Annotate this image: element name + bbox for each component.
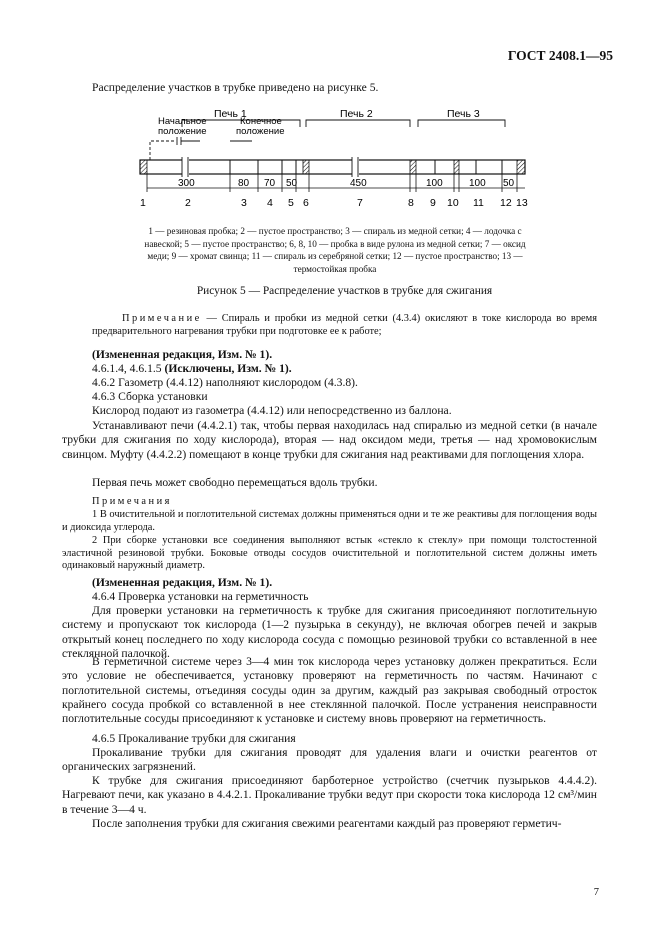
start-position-line1: Начальное: [158, 116, 207, 127]
dimension-300: 300: [178, 178, 195, 189]
note-1-label: Примечание: [122, 313, 202, 324]
furnace-3-label: Печь 3: [447, 108, 480, 120]
document-code: ГОСТ 2408.1—95: [507, 48, 613, 63]
part-4: 4: [267, 197, 273, 209]
dimension-80: 80: [238, 178, 250, 189]
part-5: 5: [288, 197, 294, 209]
furnace-installation-text: Устанавливают печи (4.4.2.1) так, чтобы первая находилась над спиралью из медной сетки (в начале трубки для сжигания по ходу кислорода), вторая — над оксидом меди, третья — над хромовокислым свинцом. Муфту (4.4.2.2) помещают в конце трубки для сжигания над реактивами для поглощения хлора.: [62, 419, 597, 461]
dimension-50a: 50: [286, 178, 298, 189]
part-1: 1: [140, 197, 146, 209]
part-8: 8: [408, 197, 414, 209]
part-12: 12: [500, 197, 512, 209]
note-1-text: — Спираль и пробки из медной сетки (4.3.4) окисляют в токе кислорода во время предварительного нагревания трубки при подготовке ее к работе;: [92, 313, 597, 337]
first-furnace-text: Первая печь может свободно перемещаться вдоль трубки.: [92, 476, 378, 489]
part-3: 3: [241, 197, 247, 209]
dimension-50b: 50: [503, 178, 515, 189]
leak-check-text: Для проверки установки на герметичность к трубке для сжигания присоединяют поглотительную систему и пропускают ток кислорода (1—2 пузырька в секунду), не включая обогрев печей и закрыв открытый конец последнего по ходу кислорода сосуда с помощью резиновой трубки со вставленной в нее стеклянной палочкой.: [62, 604, 597, 660]
changed-edition-1: (Измененная редакция, Изм. № 1).: [92, 348, 273, 361]
tube-diagram: [120, 100, 540, 220]
after-filling-text: После заполнения трубки для сжигания свежими реагентами каждый раз проверяют герметич-: [92, 817, 562, 830]
dimension-450: 450: [350, 178, 367, 189]
dimension-100b: 100: [469, 178, 486, 189]
intro-text: Распределение участков в трубке приведено на рисунке 5.: [92, 81, 379, 94]
note-item-2: 2 При сборке установки все соединения выполняют встык «стекло к стеклу» при помощи толстостенной эластичной резиновой трубки. Боковые отводы сосудов очистительной и поглотительной систем должны иметь одинаковый наружный диаметр.: [62, 535, 597, 572]
dimension-100a: 100: [426, 178, 443, 189]
legend-line: 1 — резиновая пробка; 2 — пустое пространство; 3 — спираль из медной сетки; 4 — лодочка с: [148, 226, 522, 236]
hermetic-system-text: В герметичной системе через 3—4 мин ток кислорода через установку должен прекратиться. Если это условие не обеспечивается, установку проверяют на герметичность по частям. Начинают с поглотительной системы, отъединяя сосуды один за другим, каждый раз закрывая свободный отросток крайнего сосуда пробкой со вставленной в нее стеклянной палочкой. После устранения неисправности поглотительные сосуды присоединяют к установке и систему вновь проверяют на герметичность.: [62, 655, 597, 726]
changed-edition-2: (Измененная редакция, Изм. № 1).: [92, 576, 273, 589]
part-7: 7: [357, 197, 363, 209]
oxygen-supply-text: Кислород подают из газометра (4.4.12) или непосредственно из баллона.: [92, 404, 452, 417]
legend-line: меди; 9 — хромат свинца; 11 — спираль из серебряной сетки; 12 — пустое пространство; 13 —: [147, 251, 523, 262]
legend-line: навеской; 5 — пустое пространство; 6, 8, 10 — пробка в виде рулона из медной сетки; 7 — оксид: [144, 238, 526, 249]
figure-caption: Рисунок 5 — Распределение участков в трубке для сжигания: [196, 285, 493, 297]
part-9: 9: [430, 197, 436, 209]
clause-4614: [92, 362, 597, 376]
part-13: 13: [516, 197, 528, 209]
bubbler-text: К трубке для сжигания присоединяют барботерное устройство (счетчик пузырьков 4.4.4.2). Нагревают печи, как указано в 4.4.2.1. Прокаливание трубки ведут при скорости тока кислорода 12 см³/мин в течение 3—4 ч.: [62, 774, 597, 816]
part-2: 2: [185, 197, 191, 209]
furnace-2-label: Печь 2: [340, 108, 373, 120]
part-6: 6: [303, 197, 309, 209]
figure-legend: [120, 225, 550, 275]
clause-465-heading: 4.6.5 Прокаливание трубки для сжигания: [92, 732, 296, 745]
note-item-1: 1 В очистительной и поглотительной системах должны применяться одни и те же реактивы для поглощения воды и диоксида углерода.: [62, 509, 597, 533]
part-10: 10: [447, 197, 459, 209]
page-number: 7: [593, 887, 599, 898]
end-position-line2: положение: [236, 126, 285, 137]
dimension-70: 70: [264, 178, 276, 189]
notes-label: Примечания: [92, 496, 172, 507]
start-position-line2: положение: [158, 126, 207, 137]
calcination-text: Прокаливание трубки для сжигания проводят для удаления влаги и очистки реагентов от органических загрязнений.: [62, 746, 597, 774]
clause-463-heading: 4.6.3 Сборка установки: [92, 390, 208, 403]
clause-4614-number: 4.6.1.4, 4.6.1.5: [92, 362, 162, 375]
furnace-1-label: Печь 1: [214, 108, 247, 120]
legend-line: термостойкая пробка: [293, 263, 377, 274]
note-1: [92, 313, 597, 338]
clause-4614-status: (Исключены, Изм. № 1).: [164, 362, 292, 375]
part-11: 11: [473, 197, 484, 209]
clause-462: 4.6.2 Газометр (4.4.12) наполняют кислородом (4.3.8).: [92, 376, 358, 389]
clause-464-heading: 4.6.4 Проверка установки на герметичность: [92, 590, 309, 603]
end-position-line1: Конечное: [240, 116, 282, 127]
